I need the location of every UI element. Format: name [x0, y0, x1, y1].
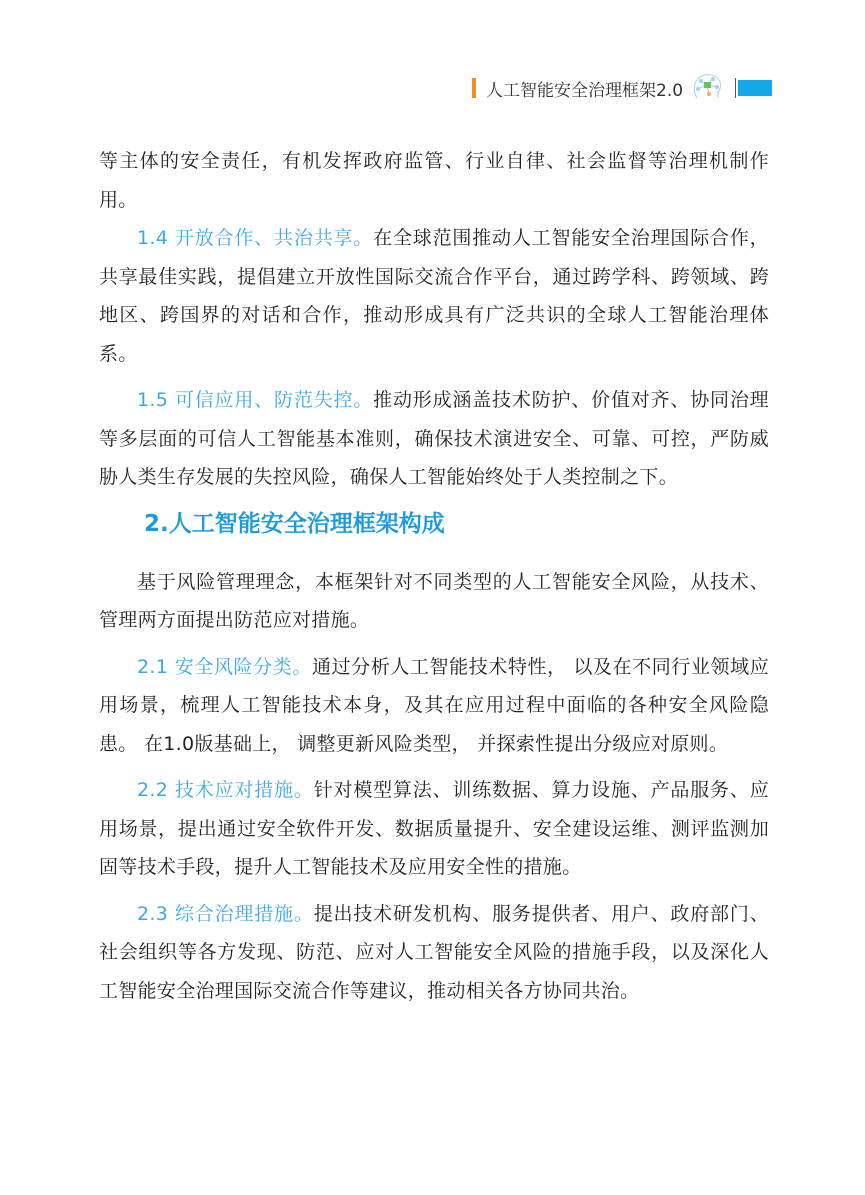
clause-2-3-text: 提出技术研发机构、服务提供者、用户、政府部门、社会组织等各方发现、防范、应对人工智能安全风险的措施手段，以及深化人工智能安全治理国际交流合作等建议，推动相关各方协同共治。: [99, 902, 769, 1002]
clause-2-2-text: 针对模型算法、训练数据、算力设施、产品服务、应用场景，提出通过安全软件开发、数据质量提升、安全建设运维、测评监测加固等技术手段，提升人工智能技术及应用安全性的措施。: [99, 779, 769, 878]
paragraph-2-2: [99, 771, 769, 887]
ai-head-logo-icon: [687, 68, 727, 108]
clause-2-1-heading: 2.1 安全风险分类。: [137, 655, 312, 678]
paragraph-2-1: [99, 648, 769, 764]
clause-1-5-text: 推动形成涵盖技术防护、价值对齐、协同治理等多层面的可信人工智能基本准则，确保技术演进安全、可靠、可控，严防威胁人类生存发展的失控风险，确保人工智能始终处于人类控制之下。: [99, 389, 769, 488]
clause-2-1-text: 通过分析人工智能技术特性， 以及在不同行业领域应用场景，梳理人工智能技术本身，及其在应用过程中面临的各种安全风险隐患。 在1.0版基础上， 调整更新风险类型， 并探索性提出分级应对原则。: [99, 655, 769, 755]
document-body: [99, 142, 769, 1010]
paragraph-continuation: 等主体的安全责任，有机发挥政府监管、行业自律、社会监督等治理机制作用。: [99, 150, 769, 211]
clause-2-3-heading: 2.3 综合治理措施。: [137, 902, 314, 925]
clause-1-4-heading: 1.4 开放合作、共治共享。: [137, 227, 374, 249]
paragraph-2-3: [99, 895, 769, 1011]
paragraph-1-4: [99, 219, 769, 373]
page-header: [472, 76, 772, 100]
header-accent-bar: [472, 78, 476, 98]
header-brand-block: [738, 80, 772, 96]
paragraph-1-5: [99, 381, 769, 497]
header-separator: [735, 78, 736, 98]
section-title-2: 2.人工智能安全治理框架构成: [144, 510, 445, 537]
clause-1-4-text: 在全球范围推动人工智能安全治理国际合作，共享最佳实践，提倡建立开放性国际交流合作平台，通过跨学科、跨领域、跨地区、跨国界的对话和合作，推动形成具有广泛共识的全球人工智能治理体系。: [99, 227, 769, 365]
paragraph-2-intro: 基于风险管理理念，本框架针对不同类型的人工智能安全风险，从技术、管理两方面提出防范应对措施。: [99, 570, 769, 631]
clause-2-2-heading: 2.2 技术应对措施。: [137, 779, 314, 801]
clause-1-5-heading: 1.5 可信应用、防范失控。: [137, 389, 374, 411]
header-title: 人工智能安全治理框架2.0: [486, 80, 684, 101]
